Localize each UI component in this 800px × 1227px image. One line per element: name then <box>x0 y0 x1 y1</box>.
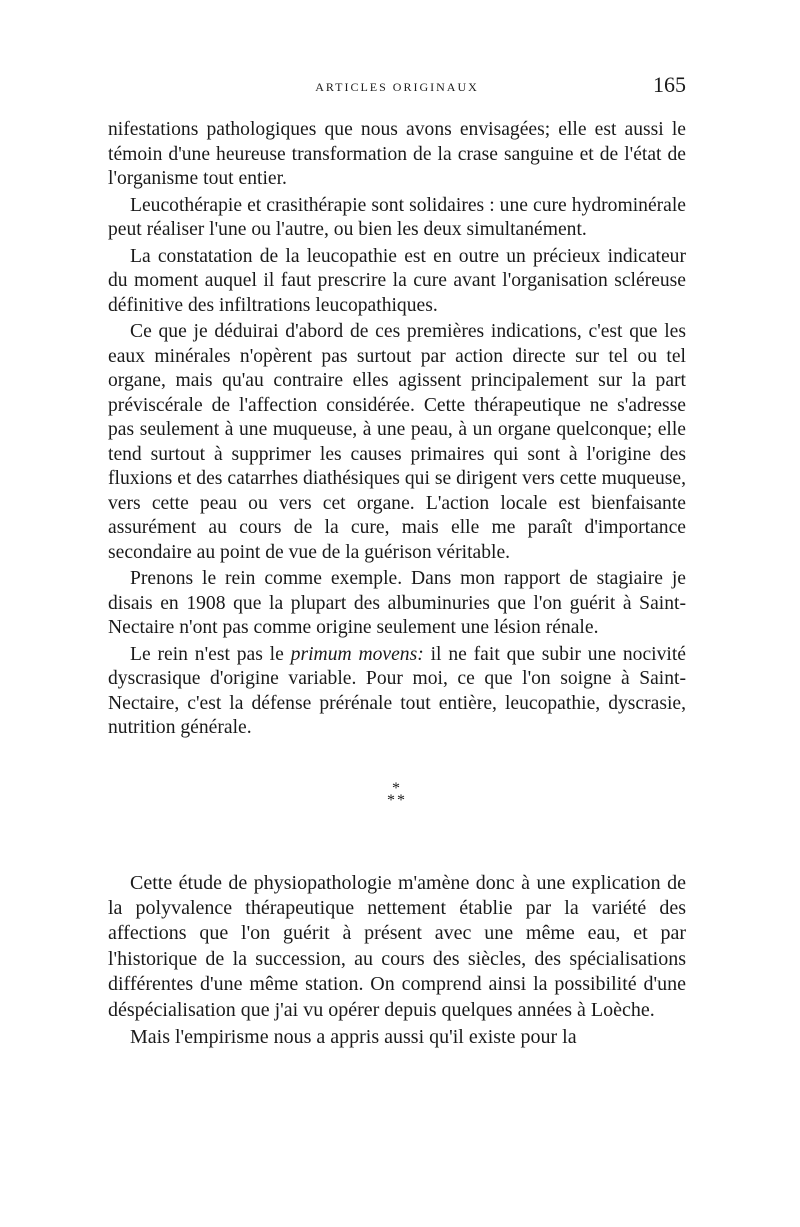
paragraph: Cette étude de physiopathologie m'amène donc à une explication de la polyvalence thérapeutique nettement établie par la variété des affections que l'on guérit à présent avec une même eau, et par l'historique de la succession, au cours des siècles, des spécialisations différentes d'une même station. On comprend ainsi la possibilité d'une déspécialisation que j'ai vu opérer depuis quelques années à Loèche. <box>108 871 686 1021</box>
paragraph: Prenons le rein comme exemple. Dans mon rapport de stagiaire je disais en 1908 que la plupart des albuminuries que l'on guérit à Saint-Nectaire n'ont pas comme origine seulement une lésion rénale. <box>108 568 686 638</box>
asterism-top: * <box>392 779 402 797</box>
paragraph-text-before: Le rein n'est pas le <box>130 643 291 665</box>
page-header <box>108 72 686 102</box>
section-break-asterism <box>108 779 686 809</box>
page-number: 165 <box>653 72 686 97</box>
closing-section <box>108 871 686 1051</box>
body-text <box>108 118 686 1050</box>
paragraph: La constatation de la leucopathie est en outre un précieux indicateur du moment auquel il faut prescrire la cure avant l'organisation scléreuse définitive des infiltrations leucopathiques. <box>108 245 686 316</box>
paragraph-text-after: il ne fait que subir une nocivité dyscrasique d'origine variable. Pour moi, ce que l'on soigne à Saint-Nectaire, c'est la défense prérénale tout entière, leucopathie, dyscrasie, nutrition générale. <box>108 643 686 738</box>
asterism-bottom: ** <box>387 791 407 809</box>
paragraph: nifestations pathologiques que nous avons envisagées; elle est aussi le témoin d'une heureuse transformation de la crase sanguine et de l'état de l'organisme tout entier. <box>108 119 686 189</box>
paragraph: Mais l'empirisme nous a appris aussi qu'il existe pour la <box>130 1025 577 1048</box>
paragraph-latin <box>108 643 686 741</box>
paragraph: Ce que je déduirai d'abord de ces premières indications, c'est que les eaux minérales n'opèrent pas surtout par action directe sur tel ou tel organe, mais qu'au contraire elles agissent principalement sur la part préviscérale de l'affection considérée. Cette thérapeutique ne s'adresse pas seulement à une muqueuse, à une peau, à un organe quelconque; elle tend surtout à supprimer les causes primaires qui sont à l'origine des fluxions et des catarrhes diathésiques qui se dirigent vers cette muqueuse, vers cette peau ou vers cet organe. L'action locale est bienfaisante assurément au cours de la cure, mais elle me paraît d'importance secondaire au point de vue de la guérison véritable. <box>108 321 686 563</box>
paragraph: Leucothérapie et crasithérapie sont solidaires : une cure hydrominérale peut réaliser l'une ou l'autre, ou bien les deux simultanément. <box>108 194 686 240</box>
running-title: ARTICLES ORIGINAUX <box>315 80 479 94</box>
latin-phrase: primum movens: <box>290 643 424 665</box>
